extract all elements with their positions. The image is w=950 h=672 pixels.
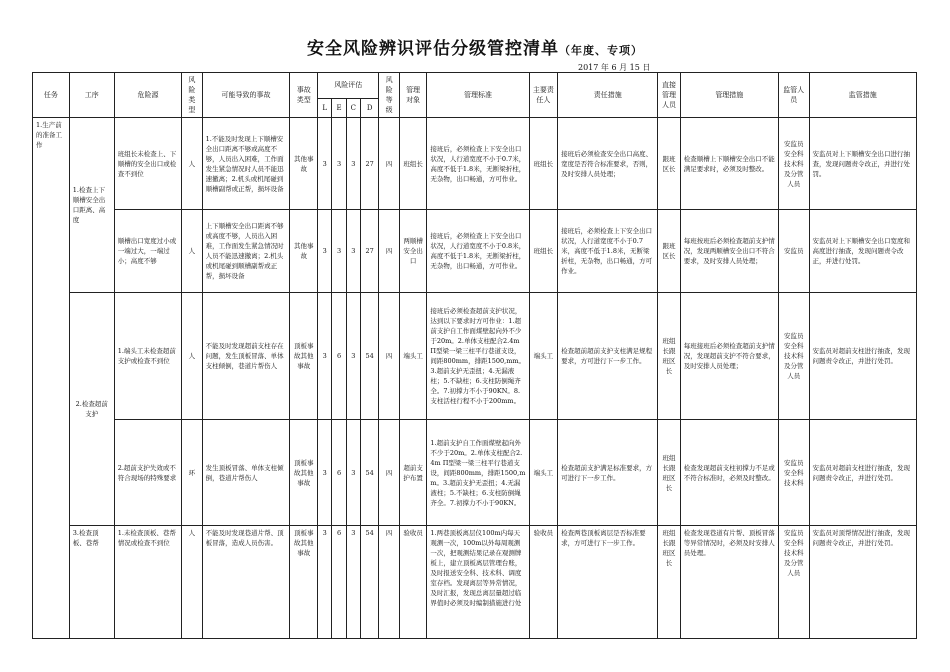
header-main-person: 主要责任人 <box>529 73 558 118</box>
header-accident-type: 事故类型 <box>290 73 318 118</box>
person-cell: 验收员 <box>529 526 558 639</box>
person-cell: 班组长 <box>529 118 558 210</box>
e-cell: 6 <box>332 293 346 420</box>
hazard-cell: 1.端头工未检查超前支护或检查不到位 <box>114 293 181 420</box>
person-cell: 端头工 <box>529 293 558 420</box>
standard-cell: 接班后必须检查超前支护状况，达到以下要求时方可作业：1.超前支护自工作面煤壁起向外不少于20m。2.单体支柱配合2.4m Π型梁一梁三柱平行巷道支设，间距800mm，排距1500,mm。3.超前支护无歪扭；4.无漏液柱；5.不缺柱；6.支柱防倒绳齐全。7.初撑力不小于90KN。8.支柱活柱行程不小于200mm。 <box>427 293 529 420</box>
person-cell: 端头工 <box>529 420 558 526</box>
document-subtitle: （年度、专项） <box>559 44 643 57</box>
standard-cell: 1.超前支护自工作面煤壁起向外不少于20m。2.单体支柱配合2.4m Π型梁一梁三柱平行巷道支设，间距800mm，排距1500,mm。3.超前支护无歪扭；4.无漏液柱；5.不缺柱；6.支柱防倒绳齐全。7.初撑力不小于90KN。 <box>427 420 529 526</box>
hazard-cell: 顺槽出口宽度过小或一端过大，一端过小；高度不够 <box>114 210 181 293</box>
risk-type-cell: 人 <box>182 526 202 639</box>
e-cell: 3 <box>332 210 346 293</box>
manager-cell: 跟班区长 <box>658 210 680 293</box>
hazard-cell: 2.超前支护失效或不符合现场的特殊要求 <box>114 420 181 526</box>
header-risk-level: 风险等级 <box>379 73 399 118</box>
supervisor-cell: 安监员安全科技术科 <box>778 420 809 526</box>
standard-cell: 接班后，必须检查上下安全出口状况，人行道宽度不小于0.7米，高度不低于1.8米，无断梁折柱，无杂物，出口畅通，方可作业。 <box>427 118 529 210</box>
document-date: 2017 年 6 月 15 日 <box>578 63 651 72</box>
accident-type-cell: 其他事故 <box>290 118 318 210</box>
level-cell: 四 <box>379 420 399 526</box>
header-standard: 管理标准 <box>427 73 529 118</box>
resp-cell: 检查两巷顶板离层是否标准要求，方可进行下一步工作。 <box>558 526 658 639</box>
standard-cell: 1.两巷顶板离层仪100m内每天观测一次，100m以外每周观测一次，把观测结果记录在观测牌板上，建立顶板离层管理台账，及时报送安全科、技术科、调度室存档。发现离层等异常情况，及时汇报，发现总离层量超过临界值时必须及时编制措施进行处 <box>427 526 529 639</box>
c-cell: 3 <box>346 293 360 420</box>
l-cell: 3 <box>318 293 332 420</box>
supervise-cell: 安监员对上下顺槽安全出口进行抽查，发现问题责令改正，并进行处罚。 <box>809 118 916 210</box>
resp-cell: 检查超前支护满足标准要求，方可进行下一步工作。 <box>558 420 658 526</box>
manage-cell: 检查顺槽上下顺槽安全出口不能满足要求时，必须及时整改。 <box>680 118 778 210</box>
d-cell: 27 <box>360 210 378 293</box>
header-C: C <box>346 98 360 117</box>
process-cell: 1.检查上下顺槽安全出口距离、高度 <box>69 118 114 293</box>
person-cell: 班组长 <box>529 210 558 293</box>
manage-cell: 每班按班后必须检查超前支护情况，发现两顺槽安全出口不符合要求，及时安排人员处理； <box>680 210 778 293</box>
header-manage-measures: 管理措施 <box>680 73 778 118</box>
c-cell: 3 <box>346 526 360 639</box>
accident-type-cell: 顶板事故其他事故 <box>290 293 318 420</box>
resp-cell: 接班后必须检查安全出口高度、宽度是否符合标准要求，否则，及时安排人员处理； <box>558 118 658 210</box>
object-cell: 班组长 <box>399 118 427 210</box>
resp-cell: 检查超前超前支护支柱满足规程要求，方可进行下一步工作。 <box>558 293 658 420</box>
manager-cell: 班组长跟班区长 <box>658 293 680 420</box>
table-row <box>33 210 917 293</box>
object-cell: 两顺槽安全出口 <box>399 210 427 293</box>
e-cell: 3 <box>332 118 346 210</box>
level-cell: 四 <box>379 118 399 210</box>
header-resp-measures: 责任措施 <box>558 73 658 118</box>
process-cell: 3.检查顶板、巷帮 <box>69 526 114 639</box>
header-supervise-measures: 监管措施 <box>809 73 916 118</box>
header-task: 任务 <box>33 73 70 118</box>
hazard-cell: 1.未检查顶板、巷帮情况或检查不到位 <box>114 526 181 639</box>
level-cell: 四 <box>379 210 399 293</box>
level-cell: 四 <box>379 526 399 639</box>
manager-cell: 班组长跟班区长 <box>658 420 680 526</box>
accident-type-cell: 其他事故 <box>290 210 318 293</box>
d-cell: 54 <box>360 526 378 639</box>
d-cell: 54 <box>360 293 378 420</box>
header-risk-eval: 风险评估 <box>318 73 379 99</box>
header-direct-manager: 直接管理人员 <box>658 73 680 118</box>
level-cell: 四 <box>379 293 399 420</box>
header-accident: 可能导致的事故 <box>202 73 290 118</box>
header-control-object: 管理对象 <box>399 73 427 118</box>
header-E: E <box>332 98 346 117</box>
header-supervisor: 监管人员 <box>778 73 809 118</box>
supervisor-cell: 安监员安全科技术科及分管人员 <box>778 118 809 210</box>
resp-cell: 接班后，必须检查上下安全出口状况，人行道宽度不小于0.7米，高度不低于1.8米，无断梁折柱，无杂物，出口畅通，方可作业。 <box>558 210 658 293</box>
table-row <box>33 118 917 210</box>
risk-type-cell: 人 <box>182 293 202 420</box>
object-cell: 验收员 <box>399 526 427 639</box>
l-cell: 3 <box>318 526 332 639</box>
manage-cell: 检查发现巷道有片帮、顶板冒落等异常情况时，必须及时安排人员处理。 <box>680 526 778 639</box>
d-cell: 54 <box>360 420 378 526</box>
header-D: D <box>360 98 378 117</box>
header-process: 工序 <box>69 73 114 118</box>
header-row <box>33 73 917 99</box>
header-L: L <box>318 98 332 117</box>
header-risk-type: 风险类型 <box>182 73 202 118</box>
e-cell: 6 <box>332 526 346 639</box>
manage-cell: 检查发现超前支柱初撑力不足或不符合标准时，必须及时整改。 <box>680 420 778 526</box>
supervise-cell: 安监员对超前支柱进行抽查，发现问题责令改正，并进行处罚。 <box>809 293 916 420</box>
l-cell: 3 <box>318 118 332 210</box>
accident-type-cell: 顶板事故其他事故 <box>290 420 318 526</box>
document-title: 安全风险辨识评估分级管控清单（年度、专项） <box>307 39 643 59</box>
supervise-cell: 安监员对上下顺槽安全出口宽度和高度进行抽查，发现问题责令改正，并进行处罚。 <box>809 210 916 293</box>
supervisor-cell: 安监员安全科技术科及分管人员 <box>778 293 809 420</box>
accident-cell: 不能及时发现超前支柱存在问题，发生顶板冒落、单体支柱倾倒，巷道片帮伤人 <box>202 293 290 420</box>
table-row <box>33 293 917 420</box>
table-row <box>33 526 917 639</box>
risk-control-table <box>32 72 917 639</box>
task-cell: 1.生产前的准备工作 <box>33 118 70 639</box>
header-hazard: 危险源 <box>114 73 181 118</box>
l-cell: 3 <box>318 420 332 526</box>
standard-cell: 接班后，必须检查上下安全出口状况，人行道宽度不小于0.8米，高度不低于1.8米，无断梁折柱，无杂物，出口畅通，方可作业。 <box>427 210 529 293</box>
supervise-cell: 安监员对顶帮情况进行抽查，发现问题责令改正，并进行处罚。 <box>809 526 916 639</box>
e-cell: 6 <box>332 420 346 526</box>
risk-type-cell: 人 <box>182 210 202 293</box>
c-cell: 3 <box>346 118 360 210</box>
supervisor-cell: 安监员安全科技术科及分管人员 <box>778 526 809 639</box>
accident-cell: 上下顺槽安全出口距离不够或高度不够，人员出入困难，工作面发生紧急情况时人员不能迅速撤离；2.机头或机尾碰到顺槽副帮或正帮，损坏设备 <box>202 210 290 293</box>
manage-cell: 每班接班后必须检查超前支护情况，发现超前支护不符合要求，及时安排人员处理； <box>680 293 778 420</box>
c-cell: 3 <box>346 210 360 293</box>
supervisor-cell: 安监员 <box>778 210 809 293</box>
accident-cell: 发生顶板冒落、单体支柱倾倒，巷道片帮伤人 <box>202 420 290 526</box>
accident-type-cell: 顶板事故其他事故 <box>290 526 318 639</box>
c-cell: 3 <box>346 420 360 526</box>
manager-cell: 班组长跟班区长 <box>658 526 680 639</box>
risk-type-cell: 人 <box>182 118 202 210</box>
risk-type-cell: 环 <box>182 420 202 526</box>
table-row <box>33 420 917 526</box>
manager-cell: 跟班区长 <box>658 118 680 210</box>
object-cell: 超前支护布置 <box>399 420 427 526</box>
accident-cell: 不能及时发现巷道片帮、顶板冒落，造成人员伤害。 <box>202 526 290 639</box>
hazard-cell: 班组长未检查上、下顺槽的安全出口或检查不到位 <box>114 118 181 210</box>
accident-cell: 1.不能及时发现上下顺槽安全出口距离不够或高度不够，人员出入困难，工作面发生紧急情况时人员不能迅速撤离；2.机头或机尾碰到顺槽副帮或正帮，损坏设备 <box>202 118 290 210</box>
supervise-cell: 安监员对超前支柱进行抽查，发现问题责令改正，并进行处罚。 <box>809 420 916 526</box>
d-cell: 27 <box>360 118 378 210</box>
l-cell: 3 <box>318 210 332 293</box>
object-cell: 端头工 <box>399 293 427 420</box>
process-cell: 2.检查超前支护 <box>69 293 114 526</box>
